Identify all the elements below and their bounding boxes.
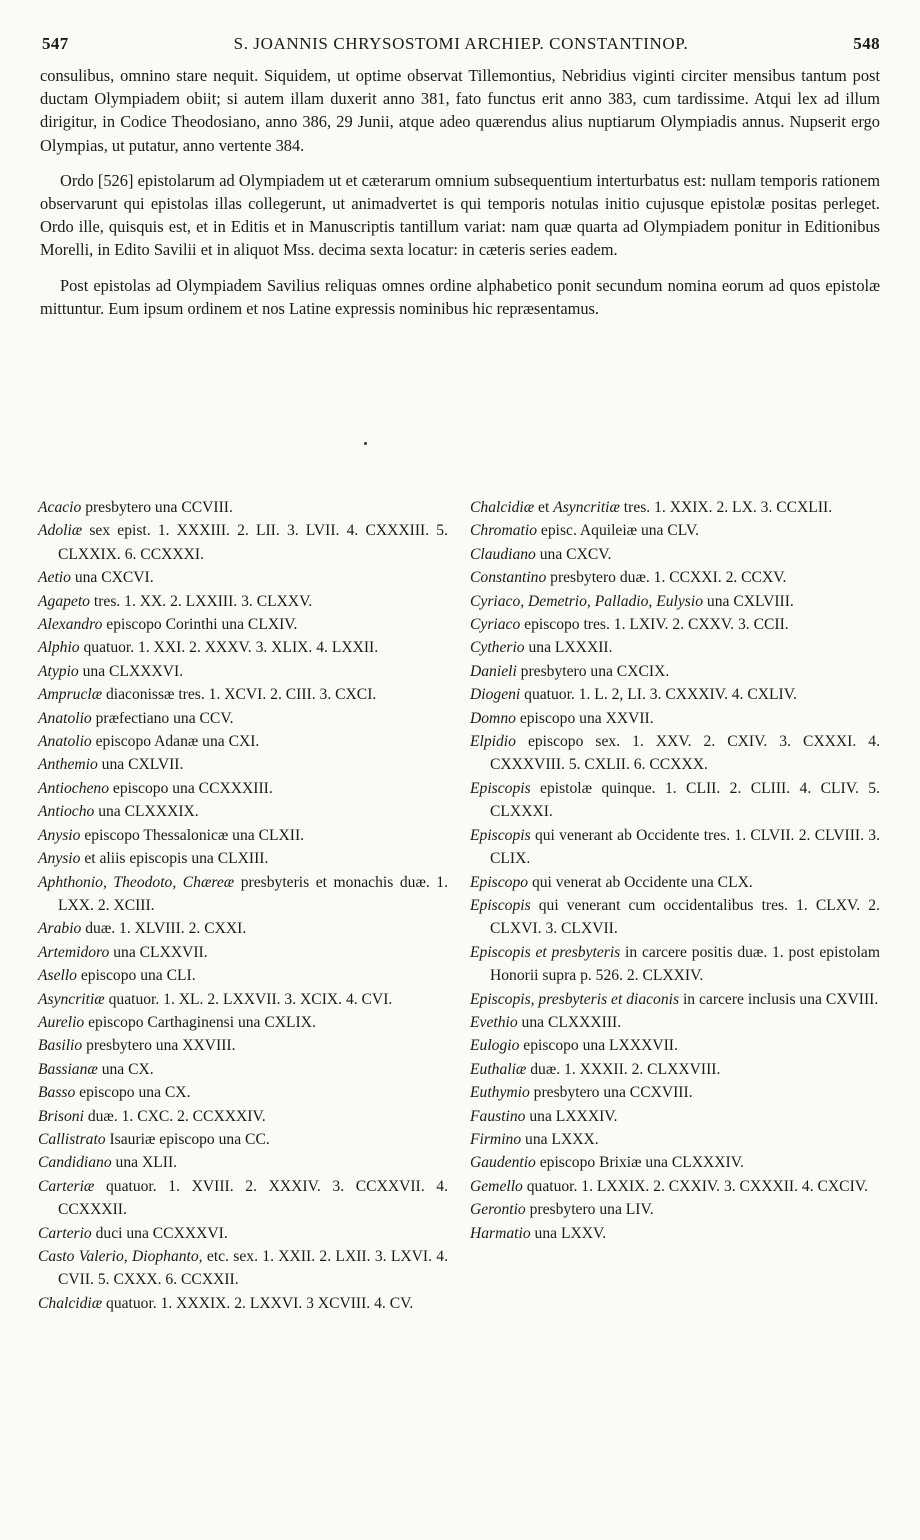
recipient-name: Chalcidiæ bbox=[38, 1294, 103, 1312]
index-entry bbox=[38, 988, 448, 1011]
recipient-name: Antiocho bbox=[38, 803, 95, 821]
letter-refs: qui venerant cum occidentalibus tres. 1. CLXV. 2. CLXVI. 3. CLXVII. bbox=[490, 896, 880, 938]
index-entry bbox=[38, 941, 448, 964]
recipient-name: Bassianæ bbox=[38, 1060, 98, 1078]
letter-refs: præfectiano una CCV. bbox=[91, 709, 234, 727]
letter-refs: una CLXXXIII. bbox=[517, 1013, 622, 1031]
recipient-name: Gemello bbox=[470, 1177, 523, 1195]
letter-refs: episcopo una XXVII. bbox=[515, 709, 654, 727]
index-entry bbox=[38, 964, 448, 987]
index-entry bbox=[38, 660, 448, 683]
recipient-name: Asyncritiæ bbox=[553, 499, 620, 516]
recipient-name: Anthemio bbox=[38, 756, 98, 774]
letter-refs: una CXCVI. bbox=[70, 569, 154, 587]
letter-refs: episcopo Thessalonicæ una CLXII. bbox=[80, 826, 305, 844]
recipient-name: Elpidio bbox=[470, 733, 516, 751]
letter-refs: episcopo Adanæ una CXI. bbox=[91, 733, 260, 751]
letter-refs: una LXXXII. bbox=[524, 639, 613, 657]
letter-refs: et aliis episcopis una CLXIII. bbox=[80, 850, 269, 868]
index-entry bbox=[38, 566, 448, 589]
recipient-name: Candidiano bbox=[38, 1154, 112, 1172]
recipient-name: Cytherio bbox=[470, 639, 525, 657]
paragraph: consulibus, omnino stare nequit. Siquidem, ut optime observat Tillemontius, Nebridius viginti circiter mensibus tantum post ductam Olympiadem obiit; si autem illam duxerit anno 381, fato functus erit anno 383, cum tardissime. Atqui lex ad illum dirigitur, in Codice Theodosiano, anno 386, 29 Junii, atque adeo quærendus alius nuptiarum Olympiadis annus. Nupserit ergo Olympias, ut putatur, anno vertente 384. bbox=[40, 66, 880, 155]
letter-refs: etc. sex. 1. XXII. 2. LXII. 3. LXVI. 4. CVII. 5. CXXX. 6. CCXXII. bbox=[58, 1248, 448, 1289]
letter-refs: episcopo Carthaginensi una CXLIX. bbox=[84, 1013, 316, 1031]
letter-refs: Isauriæ episcopo una CC. bbox=[105, 1130, 270, 1148]
letter-refs: una LXXXIV. bbox=[525, 1107, 618, 1125]
index-entry bbox=[38, 1058, 448, 1081]
index-entry bbox=[38, 1011, 448, 1034]
index-entry bbox=[470, 1222, 880, 1245]
letter-refs: una CLXXVII. bbox=[109, 943, 208, 961]
letter-refs: quatuor. 1. XL. 2. LXXVII. 3. XCIX. 4. CVI. bbox=[104, 990, 393, 1008]
recipient-name: Domno bbox=[470, 709, 516, 727]
letter-refs: una LXXX. bbox=[521, 1130, 599, 1148]
index-entry bbox=[38, 1081, 448, 1104]
index-entry bbox=[38, 613, 448, 636]
letter-refs: una CLXXXVI. bbox=[78, 662, 184, 680]
index-entry bbox=[38, 800, 448, 823]
index-entry bbox=[38, 917, 448, 940]
index-entry bbox=[38, 636, 448, 659]
letter-refs: una CLXXXIX. bbox=[94, 803, 199, 821]
recipient-name: Asello bbox=[38, 967, 77, 985]
index-entry bbox=[38, 1245, 448, 1292]
letter-refs: episcopo una CX. bbox=[75, 1084, 191, 1102]
index-entry bbox=[38, 707, 448, 730]
letter-refs: episcopo sex. 1. XXV. 2. CXIV. 3. CXXXI. 4. CXXXVIII. 5. CXLII. 6. CCXXX. bbox=[490, 733, 880, 774]
index-entry bbox=[470, 613, 880, 636]
index-entry bbox=[470, 636, 880, 659]
letter-refs: quatuor. 1. XXXIX. 2. LXXVI. 3 XCVIII. 4. CV. bbox=[102, 1294, 414, 1312]
index-entry bbox=[470, 566, 880, 589]
index-entry bbox=[38, 1175, 448, 1222]
recipient-name: Evethio bbox=[470, 1013, 518, 1031]
recipient-name: Euthaliæ bbox=[470, 1060, 527, 1078]
index-entry bbox=[38, 1034, 448, 1057]
letter-refs: presbytero una CCVIII. bbox=[81, 499, 233, 516]
recipient-name: Carterio bbox=[38, 1224, 92, 1242]
index-entry bbox=[470, 1081, 880, 1104]
letter-refs: episcopo una CLI. bbox=[76, 967, 196, 985]
recipient-name: Episcopis, presbyteris et diaconis bbox=[470, 990, 680, 1008]
recipient-name: Agapeto bbox=[38, 592, 90, 610]
index-entry bbox=[38, 590, 448, 613]
index-entry bbox=[470, 777, 880, 824]
letter-refs: episcopo una LXXXVII. bbox=[519, 1037, 678, 1055]
recipient-name: Faustino bbox=[470, 1107, 526, 1125]
letter-refs: una XLII. bbox=[111, 1154, 178, 1172]
letter-refs: presbyteris et monachis duæ. 1. LXX. 2. XCIII. bbox=[58, 873, 448, 914]
index-entry bbox=[38, 847, 448, 870]
index-entry bbox=[38, 777, 448, 800]
page-number-right: 548 bbox=[853, 34, 880, 53]
index-entry bbox=[470, 683, 880, 706]
letter-refs: quatuor. 1. L. 2, LI. 3. CXXXIV. 4. CXLIV. bbox=[520, 686, 797, 704]
letter-refs: duci una CCXXXVI. bbox=[91, 1224, 228, 1242]
letter-refs: presbytero duæ. 1. CCXXI. 2. CCXV. bbox=[546, 569, 787, 587]
recipient-name: Aphthonio, Theodoto, Chæreæ bbox=[38, 873, 235, 891]
recipient-name: Episcopis bbox=[470, 779, 531, 797]
recipient-name: Episcopo bbox=[470, 873, 529, 891]
index-entry bbox=[470, 1011, 880, 1034]
recipient-name: Chalcidiæ bbox=[470, 499, 535, 516]
recipient-name: Antiocheno bbox=[38, 779, 110, 797]
recipient-name: Anatolio bbox=[38, 733, 92, 751]
letter-refs: episcopo una CCXXXIII. bbox=[109, 779, 273, 797]
letter-refs: duæ. 1. XLVIII. 2. CXXI. bbox=[81, 920, 247, 938]
recipient-name: Basso bbox=[38, 1084, 76, 1102]
recipient-name: Episcopis et presbyteris bbox=[470, 943, 621, 961]
letter-refs: in carcere positis duæ. 1. post epistolam Honorii supra p. 526. 2. CLXXIV. bbox=[490, 943, 880, 985]
letter-refs: et bbox=[534, 499, 554, 516]
recipient-name: Cyriaco bbox=[470, 616, 521, 634]
letter-refs: una CXLVIII. bbox=[703, 592, 794, 610]
letter-refs: episcopo Brixiæ una CLXXXIV. bbox=[535, 1154, 744, 1172]
recipient-name: Brisoni bbox=[38, 1107, 84, 1125]
recipient-name: Basilio bbox=[38, 1037, 83, 1055]
recipient-name: Anysio bbox=[38, 850, 81, 868]
index-entry bbox=[38, 683, 448, 706]
recipient-name: Acacio bbox=[38, 499, 82, 516]
recipient-name: Constantino bbox=[470, 569, 547, 587]
recipient-name: Gerontio bbox=[470, 1201, 526, 1219]
recipient-name: Chromatio bbox=[470, 522, 538, 540]
letter-refs: una LXXV. bbox=[530, 1224, 607, 1242]
recipient-name: Ampruclæ bbox=[38, 686, 103, 704]
letter-refs: quatuor. 1. XXI. 2. XXXV. 3. XLIX. 4. LXXII. bbox=[79, 639, 379, 657]
running-title: S. JOANNIS CHRYSOSTOMI ARCHIEP. CONSTANTINOP. bbox=[233, 34, 689, 53]
recipient-name: Carteriæ bbox=[38, 1177, 95, 1195]
index-entry bbox=[38, 730, 448, 753]
letter-refs: epistolæ quinque. 1. CLII. 2. CLIII. 4. CLIV. 5. CLXXXI. bbox=[490, 779, 880, 821]
letter-refs: presbytero una CXCIX. bbox=[516, 662, 670, 680]
index-entry bbox=[38, 496, 448, 519]
letter-refs: qui venerant ab Occidente tres. 1. CLVII. 2. CLVIII. 3. CLIX. bbox=[490, 826, 880, 868]
letter-refs: una CXLVII. bbox=[97, 756, 184, 774]
recipient-name: Cyriaco, Demetrio, Palladio, Eulysio bbox=[470, 592, 704, 610]
index-entry bbox=[38, 824, 448, 847]
index-entry bbox=[38, 871, 448, 918]
recipient-name: Adoliæ bbox=[38, 522, 83, 540]
letter-refs: episcopo Corinthi una CLXIV. bbox=[102, 616, 298, 634]
index-entry bbox=[470, 1105, 880, 1128]
index-entry bbox=[470, 1198, 880, 1221]
recipient-name: Euthymio bbox=[470, 1084, 530, 1102]
index-entry bbox=[470, 730, 880, 777]
letter-refs: tres. 1. XXIX. 2. LX. 3. CCXLII. bbox=[619, 499, 833, 516]
right-column bbox=[470, 496, 880, 1315]
recipient-name: Callistrato bbox=[38, 1130, 106, 1148]
stray-mark bbox=[364, 442, 367, 445]
index-entry bbox=[38, 1292, 448, 1315]
index-entry bbox=[38, 1105, 448, 1128]
index-entry bbox=[470, 1151, 880, 1174]
recipient-name: Eulogio bbox=[470, 1037, 520, 1055]
letter-refs: presbytero una LIV. bbox=[525, 1201, 654, 1219]
intro-text bbox=[40, 64, 880, 332]
recipient-name: Atypio bbox=[38, 662, 79, 680]
letter-refs: duæ. 1. CXC. 2. CCXXXIV. bbox=[83, 1107, 266, 1125]
index-entry bbox=[470, 988, 880, 1011]
index-entry bbox=[38, 1222, 448, 1245]
recipient-name: Casto Valerio, Diophanto, bbox=[38, 1248, 203, 1265]
index-entry bbox=[38, 1128, 448, 1151]
recipient-name: Alphio bbox=[38, 639, 80, 657]
index-entry bbox=[470, 543, 880, 566]
letter-refs: sex epist. 1. XXXIII. 2. LII. 3. LVII. 4. CXXXIII. 5. CLXXIX. 6. CCXXXI. bbox=[58, 522, 448, 563]
recipient-name: Asyncritiæ bbox=[38, 990, 105, 1008]
index-entry bbox=[470, 824, 880, 871]
recipient-name: Aurelio bbox=[38, 1013, 85, 1031]
index-entry bbox=[470, 894, 880, 941]
index-entry bbox=[470, 707, 880, 730]
letter-refs: qui venerat ab Occidente una CLX. bbox=[528, 873, 753, 891]
recipient-name: Alexandro bbox=[38, 616, 103, 634]
recipient-name: Diogeni bbox=[470, 686, 521, 704]
index-entry bbox=[38, 753, 448, 776]
letter-refs: presbytero una CCXVIII. bbox=[529, 1084, 693, 1102]
index-entry bbox=[470, 1034, 880, 1057]
letter-refs: quatuor. 1. LXXIX. 2. CXXIV. 3. CXXXII. 4. CXCIV. bbox=[522, 1177, 868, 1195]
index-entry bbox=[470, 1175, 880, 1198]
index-columns bbox=[38, 496, 880, 1315]
letter-refs: episcopo tres. 1. LXIV. 2. CXXV. 3. CCII. bbox=[520, 616, 789, 634]
left-column bbox=[38, 496, 448, 1315]
letter-refs: tres. 1. XX. 2. LXXIII. 3. CLXXV. bbox=[89, 592, 313, 610]
letter-refs: episc. Aquileiæ una CLV. bbox=[537, 522, 700, 540]
letter-refs: diaconissæ tres. 1. XCVI. 2. CIII. 3. CXCI. bbox=[102, 686, 377, 704]
recipient-name: Episcopis bbox=[470, 896, 531, 914]
recipient-name: Gaudentio bbox=[470, 1154, 536, 1172]
index-entry bbox=[38, 1151, 448, 1174]
recipient-name: Arabio bbox=[38, 920, 82, 938]
recipient-name: Harmatio bbox=[470, 1224, 531, 1242]
index-entry bbox=[38, 519, 448, 566]
index-entry bbox=[470, 1058, 880, 1081]
page-number-left: 547 bbox=[42, 34, 69, 53]
index-entry bbox=[470, 1128, 880, 1151]
index-entry bbox=[470, 871, 880, 894]
letter-refs: duæ. 1. XXXII. 2. CLXXVIII. bbox=[526, 1060, 721, 1078]
index-entry bbox=[470, 590, 880, 613]
letter-refs: quatuor. 1. XVIII. 2. XXXIV. 3. CCXXVII. 4. CCXXXII. bbox=[58, 1177, 448, 1219]
paragraph: Post epistolas ad Olympiadem Savilius reliquas omnes ordine alphabetico ponit secundum nomina eorum ad quos epistolæ mittuntur. Eum ipsum ordinem et nos Latine expressis nominibus hic repræsentamus. bbox=[40, 275, 880, 318]
index-entry bbox=[470, 941, 880, 988]
index-entry bbox=[470, 660, 880, 683]
letter-refs: in carcere inclusis una CXVIII. bbox=[679, 990, 879, 1008]
recipient-name: Artemidoro bbox=[38, 943, 110, 961]
recipient-name: Aetio bbox=[38, 569, 71, 587]
recipient-name: Claudiano bbox=[470, 545, 536, 563]
paragraph: Ordo [526] epistolarum ad Olympiadem ut et cæterarum omnium subsequentium interturbatus est: nullam temporis rationem observarunt qui epistolas illas collegerunt, ut animadvertet is qui temporis notulas initio cujusque epistolæ positas perleget. Ordo ille, quisquis est, et in Editis et in Manuscriptis tantillum variat: nam quæ quarta ad Olympiadem ponitur in Editionibus Morelli, in Edito Savilii et in aliquot Mss. decima sexta locatur: in cæteris series eadem. bbox=[40, 170, 880, 260]
recipient-name: Episcopis bbox=[470, 826, 531, 844]
recipient-name: Anatolio bbox=[38, 709, 92, 727]
index-entry bbox=[470, 496, 880, 519]
letter-refs: presbytero una XXVIII. bbox=[82, 1037, 236, 1055]
index-entry bbox=[470, 519, 880, 542]
letter-refs: una CX. bbox=[97, 1060, 154, 1078]
recipient-name: Danieli bbox=[470, 662, 517, 680]
recipient-name: Firmino bbox=[470, 1130, 522, 1148]
recipient-name: Anysio bbox=[38, 826, 81, 844]
running-header bbox=[42, 34, 880, 54]
letter-refs: una CXCV. bbox=[535, 545, 612, 563]
